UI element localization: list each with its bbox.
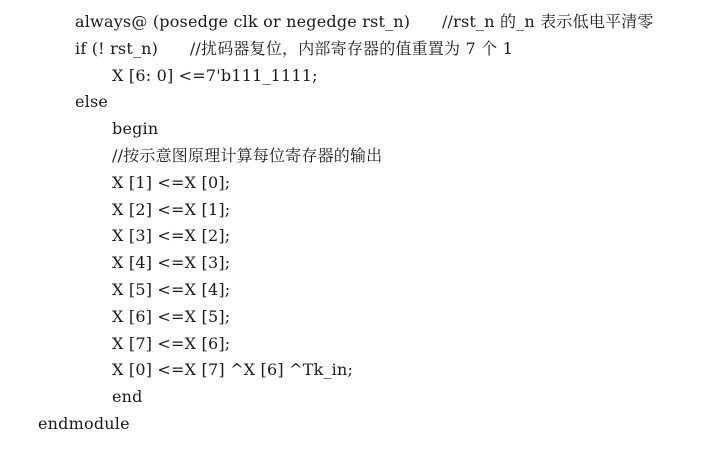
- code-line: X [7] <=X [6];: [112, 333, 231, 353]
- code-line: X [4] <=X [3];: [112, 253, 231, 273]
- code-line: if (! rst_n) //扰码器复位，内部寄存器的值重置为 7 个 1: [75, 38, 514, 58]
- code-line: else: [75, 92, 109, 112]
- code-line: X [2] <=X [1];: [112, 199, 231, 219]
- code-line: X [3] <=X [2];: [112, 226, 231, 246]
- code-line: X [6: 0] <=7'b111_1111;: [112, 65, 318, 85]
- code-line: endmodule: [38, 414, 130, 433]
- code-line: end: [112, 387, 143, 407]
- code-line: X [6] <=X [5];: [112, 306, 231, 326]
- code-line: X [1] <=X [0];: [112, 172, 231, 192]
- code-line: always@ (posedge clk or negedge rst_n) //rst_n 的_n 表示低电平清零: [75, 12, 654, 31]
- code-line: begin: [112, 119, 159, 139]
- code-line: //按示意图原理计算每位寄存器的输出: [112, 146, 383, 165]
- code-line: X [0] <=X [7] ^X [6] ^Tk_in;: [112, 360, 354, 380]
- code-line: X [5] <=X [4];: [112, 280, 231, 299]
